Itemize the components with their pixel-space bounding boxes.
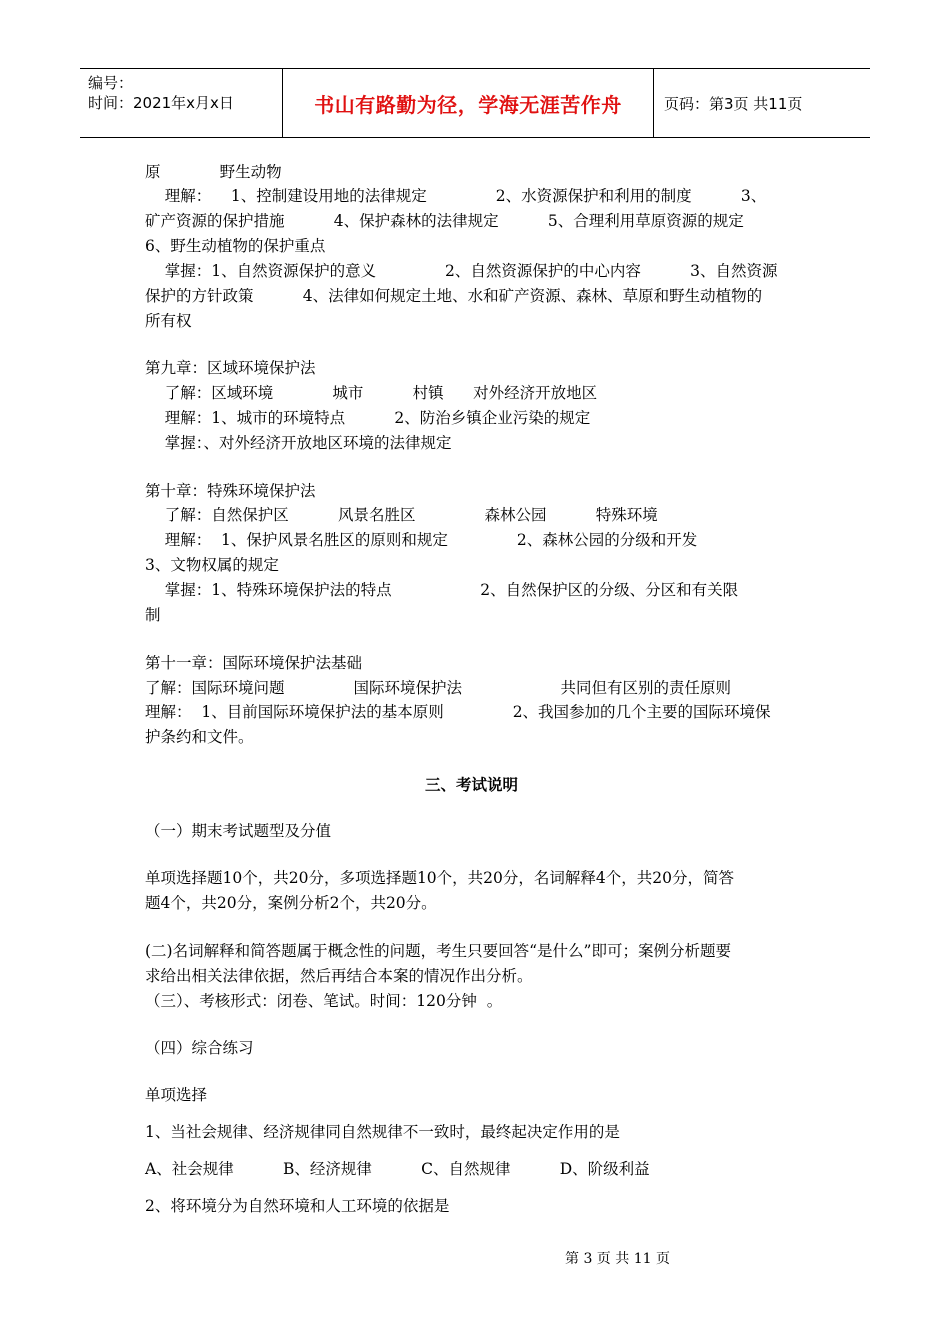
text-line: 制 (145, 606, 161, 624)
text-line: 6、野生动植物的保护重点 (145, 237, 326, 255)
motto-text: 书山有路勤为径，学海无涯苦作舟 (314, 92, 622, 117)
chapter-heading: 第九章：区域环境保护法 (145, 359, 316, 377)
options-line: A、社会规律 B、经济规律 C、自然规律 D、阶级利益 (145, 1160, 650, 1178)
chapter-heading: 第十一章：国际环境保护法基础 (145, 654, 363, 672)
text-line: 矿产资源的保护措施 4、保护森林的法律规定 5、合理利用草原资源的规定 (145, 212, 744, 230)
page-header (80, 68, 870, 138)
header-page-cell (654, 69, 870, 137)
text-line: 理解： 1、目前国际环境保护法的基本原则 2、我国参加的几个主要的国际环境保 (145, 703, 771, 721)
text-line: 理解：1、城市的环境特点 2、防治乡镇企业污染的规定 (145, 409, 591, 427)
page-footer: 第 3 页 共 11 页 (565, 1251, 670, 1267)
header-meta-cell (80, 69, 282, 137)
text-line: 单项选择题10个，共20分，多项选择题10个，共20分，名词解释4个，共20分，简答 (145, 869, 734, 887)
text-line: 3、文物权属的规定 (145, 556, 279, 574)
text-line: 单项选择 (145, 1086, 208, 1104)
text-line: 掌握：、对外经济开放地区环境的法律规定 (145, 434, 452, 452)
text-line: （一）期末考试题型及分值 (145, 822, 332, 840)
text-line: 理解： 1、保护风景名胜区的原则和规定 2、森林公园的分级和开发 (145, 531, 698, 549)
text-line: 原 野生动物 (145, 163, 282, 181)
text-line: 所有权 (145, 312, 192, 330)
text-line: 了解：国际环境问题 国际环境保护法 共同但有区别的责任原则 (145, 679, 732, 697)
text-line: 掌握：1、特殊环境保护法的特点 2、自然保护区的分级、分区和有关限 (145, 581, 739, 599)
header-motto-cell (282, 69, 654, 137)
question-line: 2、将环境分为自然环境和人工环境的依据是 (145, 1197, 450, 1215)
date-label: 时间：2021年x月x日 (88, 94, 234, 112)
text-line: （三）、考核形式：闭卷、笔试。时间：120分钟 。 (145, 992, 503, 1010)
text-line: 掌握：1、自然资源保护的意义 2、自然资源保护的中心内容 3、自然资源 (145, 262, 778, 280)
question-line: 1、当社会规律、经济规律同自然规律不一致时，最终起决定作用的是 (145, 1123, 620, 1141)
chapter-heading: 第十章：特殊环境保护法 (145, 482, 316, 500)
page-code: 页码：第3页 共11页 (664, 94, 803, 113)
text-line: 理解： 1、控制建设用地的法律规定 2、水资源保护和利用的制度 3、 (145, 187, 767, 205)
section-heading: 三、考试说明 (425, 775, 519, 794)
text-line: 了解：自然保护区 风景名胜区 森林公园 特殊环境 (145, 506, 658, 524)
serial-label: 编号： (88, 74, 134, 92)
text-line: 保护的方针政策 4、法律如何规定土地、水和矿产资源、森林、草原和野生动植物的 (145, 287, 763, 305)
text-line: （四）综合练习 (145, 1039, 254, 1057)
text-line: 求给出相关法律依据，然后再结合本案的情况作出分析。 (145, 967, 533, 985)
text-line: 护条约和文件。 (145, 728, 254, 746)
text-line: 了解：区域环境 城市 村镇 对外经济开放地区 (145, 384, 598, 402)
text-line: (二)名词解释和简答题属于概念性的问题，考生只要回答“是什么”即可；案例分析题要 (145, 942, 731, 960)
text-line: 题4个，共20分，案例分析2个，共20分。 (145, 894, 437, 912)
